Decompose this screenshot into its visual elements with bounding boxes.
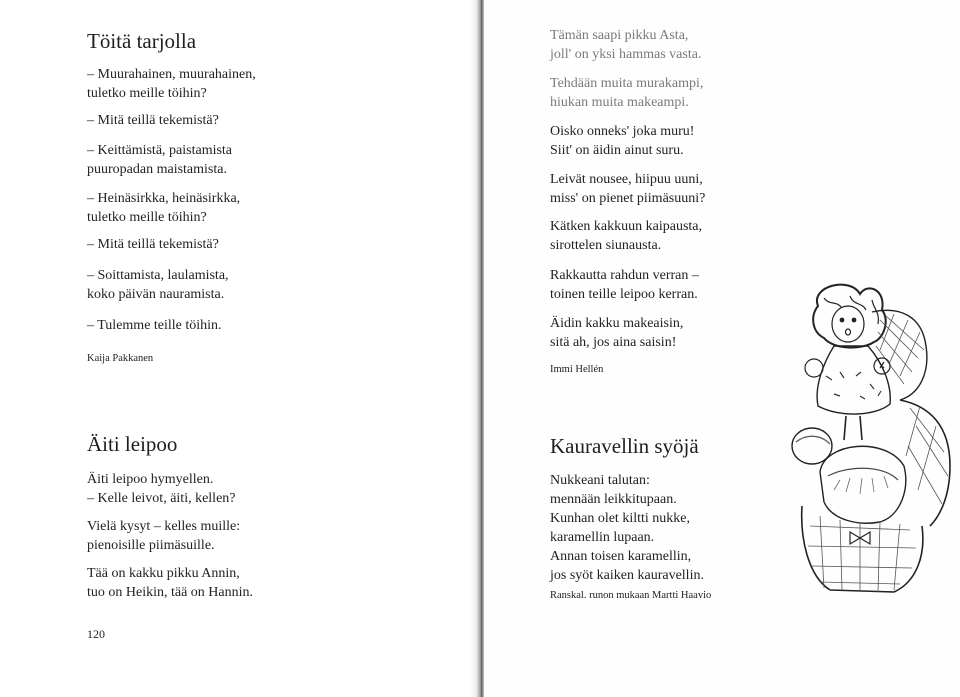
stanza [87,564,253,602]
verse-line: pienoisille piimäsuille. [87,538,215,553]
stanza [550,170,705,208]
verse-line: – Soittamista, laulamista, [87,268,229,283]
stanza [87,266,229,304]
verse-line: jos syöt kaiken kauravellin. [550,568,704,583]
stanza [550,122,694,160]
doll-in-wicker-chair-drawing-icon [790,276,958,596]
verse-line: mennään leikkitupaan. [550,492,677,507]
poem-author: Ranskal. runon mukaan Martti Haavio [550,590,712,601]
verse-line: – Mitä teillä tekemistä? [87,113,219,128]
stanza [87,111,219,130]
stanza [550,26,701,64]
stanza [87,470,236,508]
poem-title-kauravellin-syoja: Kauravellin syöjä [550,434,699,458]
verse-line: Kätken kakkuun kaipausta, [550,219,703,234]
stanza [87,517,240,555]
verse-line: – Mitä teillä tekemistä? [87,237,219,252]
verse-line: – Heinäsirkka, heinäsirkka, [87,191,241,206]
verse-line: tuo on Heikin, tää on Hannin. [87,585,254,600]
verse-line: Leivät nousee, hiipuu uuni, [550,172,703,187]
verse-line: Äiti leipoo hymyellen. [87,472,214,487]
stanza [550,74,703,112]
verse-line: sirottelen siunausta. [550,238,662,253]
left-page [0,0,478,697]
stanza [550,314,683,352]
verse-line: – Tulemme teille töihin. [87,318,222,333]
stanza [87,235,219,254]
poem-title-toita-tarjolla: Töitä tarjolla [87,29,197,53]
verse-line: joll' on yksi hammas vasta. [550,47,702,62]
verse-line: Nukkeani talutan: [550,473,650,488]
verse-line: karamellin lupaan. [550,530,655,545]
verse-line: toinen teille leipoo kerran. [550,287,698,302]
verse-line: miss' on pienet piimäsuuni? [550,191,706,206]
verse-line: tuletko meille töihin? [87,210,207,225]
verse-line: tuletko meille töihin? [87,86,207,101]
stanza [87,141,232,179]
stanza [87,65,256,103]
verse-line: Oisko onneks' joka muru! [550,124,695,139]
poem-author: Kaija Pakkanen [87,353,154,364]
page-number: 120 [87,627,105,641]
stanza [87,189,240,227]
verse-line: Annan toisen karamellin, [550,549,692,564]
stanza [550,266,699,304]
verse-line: Tää on kakku pikku Annin, [87,566,240,581]
stanza [550,217,702,255]
verse-line: – Kelle leivot, äiti, kellen? [87,491,236,506]
verse-line: Tämän saapi pikku Asta, [550,28,689,43]
verse-line: Kunhan olet kiltti nukke, [550,511,690,526]
verse-line: Vielä kysyt – kelles muille: [87,519,241,534]
verse-line: Rakkautta rahdun verran – [550,268,699,283]
verse-line: Äidin kakku makeaisin, [550,316,684,331]
stanza [550,471,704,585]
verse-line: – Muurahainen, muurahainen, [87,67,256,82]
stanza [87,316,222,335]
verse-line: Tehdään muita murakampi, [550,76,704,91]
poem-title-aiti-leipoo: Äiti leipoo [87,432,178,456]
verse-line: koko päivän nauramista. [87,287,225,302]
verse-line: puuropadan maistamista. [87,162,227,177]
verse-line: hiukan muita makeampi. [550,95,689,110]
verse-line: Siit' on äidin ainut suru. [550,143,684,158]
verse-line: sitä ah, jos aina saisin! [550,335,677,350]
verse-line: – Keittämistä, paistamista [87,143,233,158]
poem-author: Immi Hellén [550,364,604,375]
